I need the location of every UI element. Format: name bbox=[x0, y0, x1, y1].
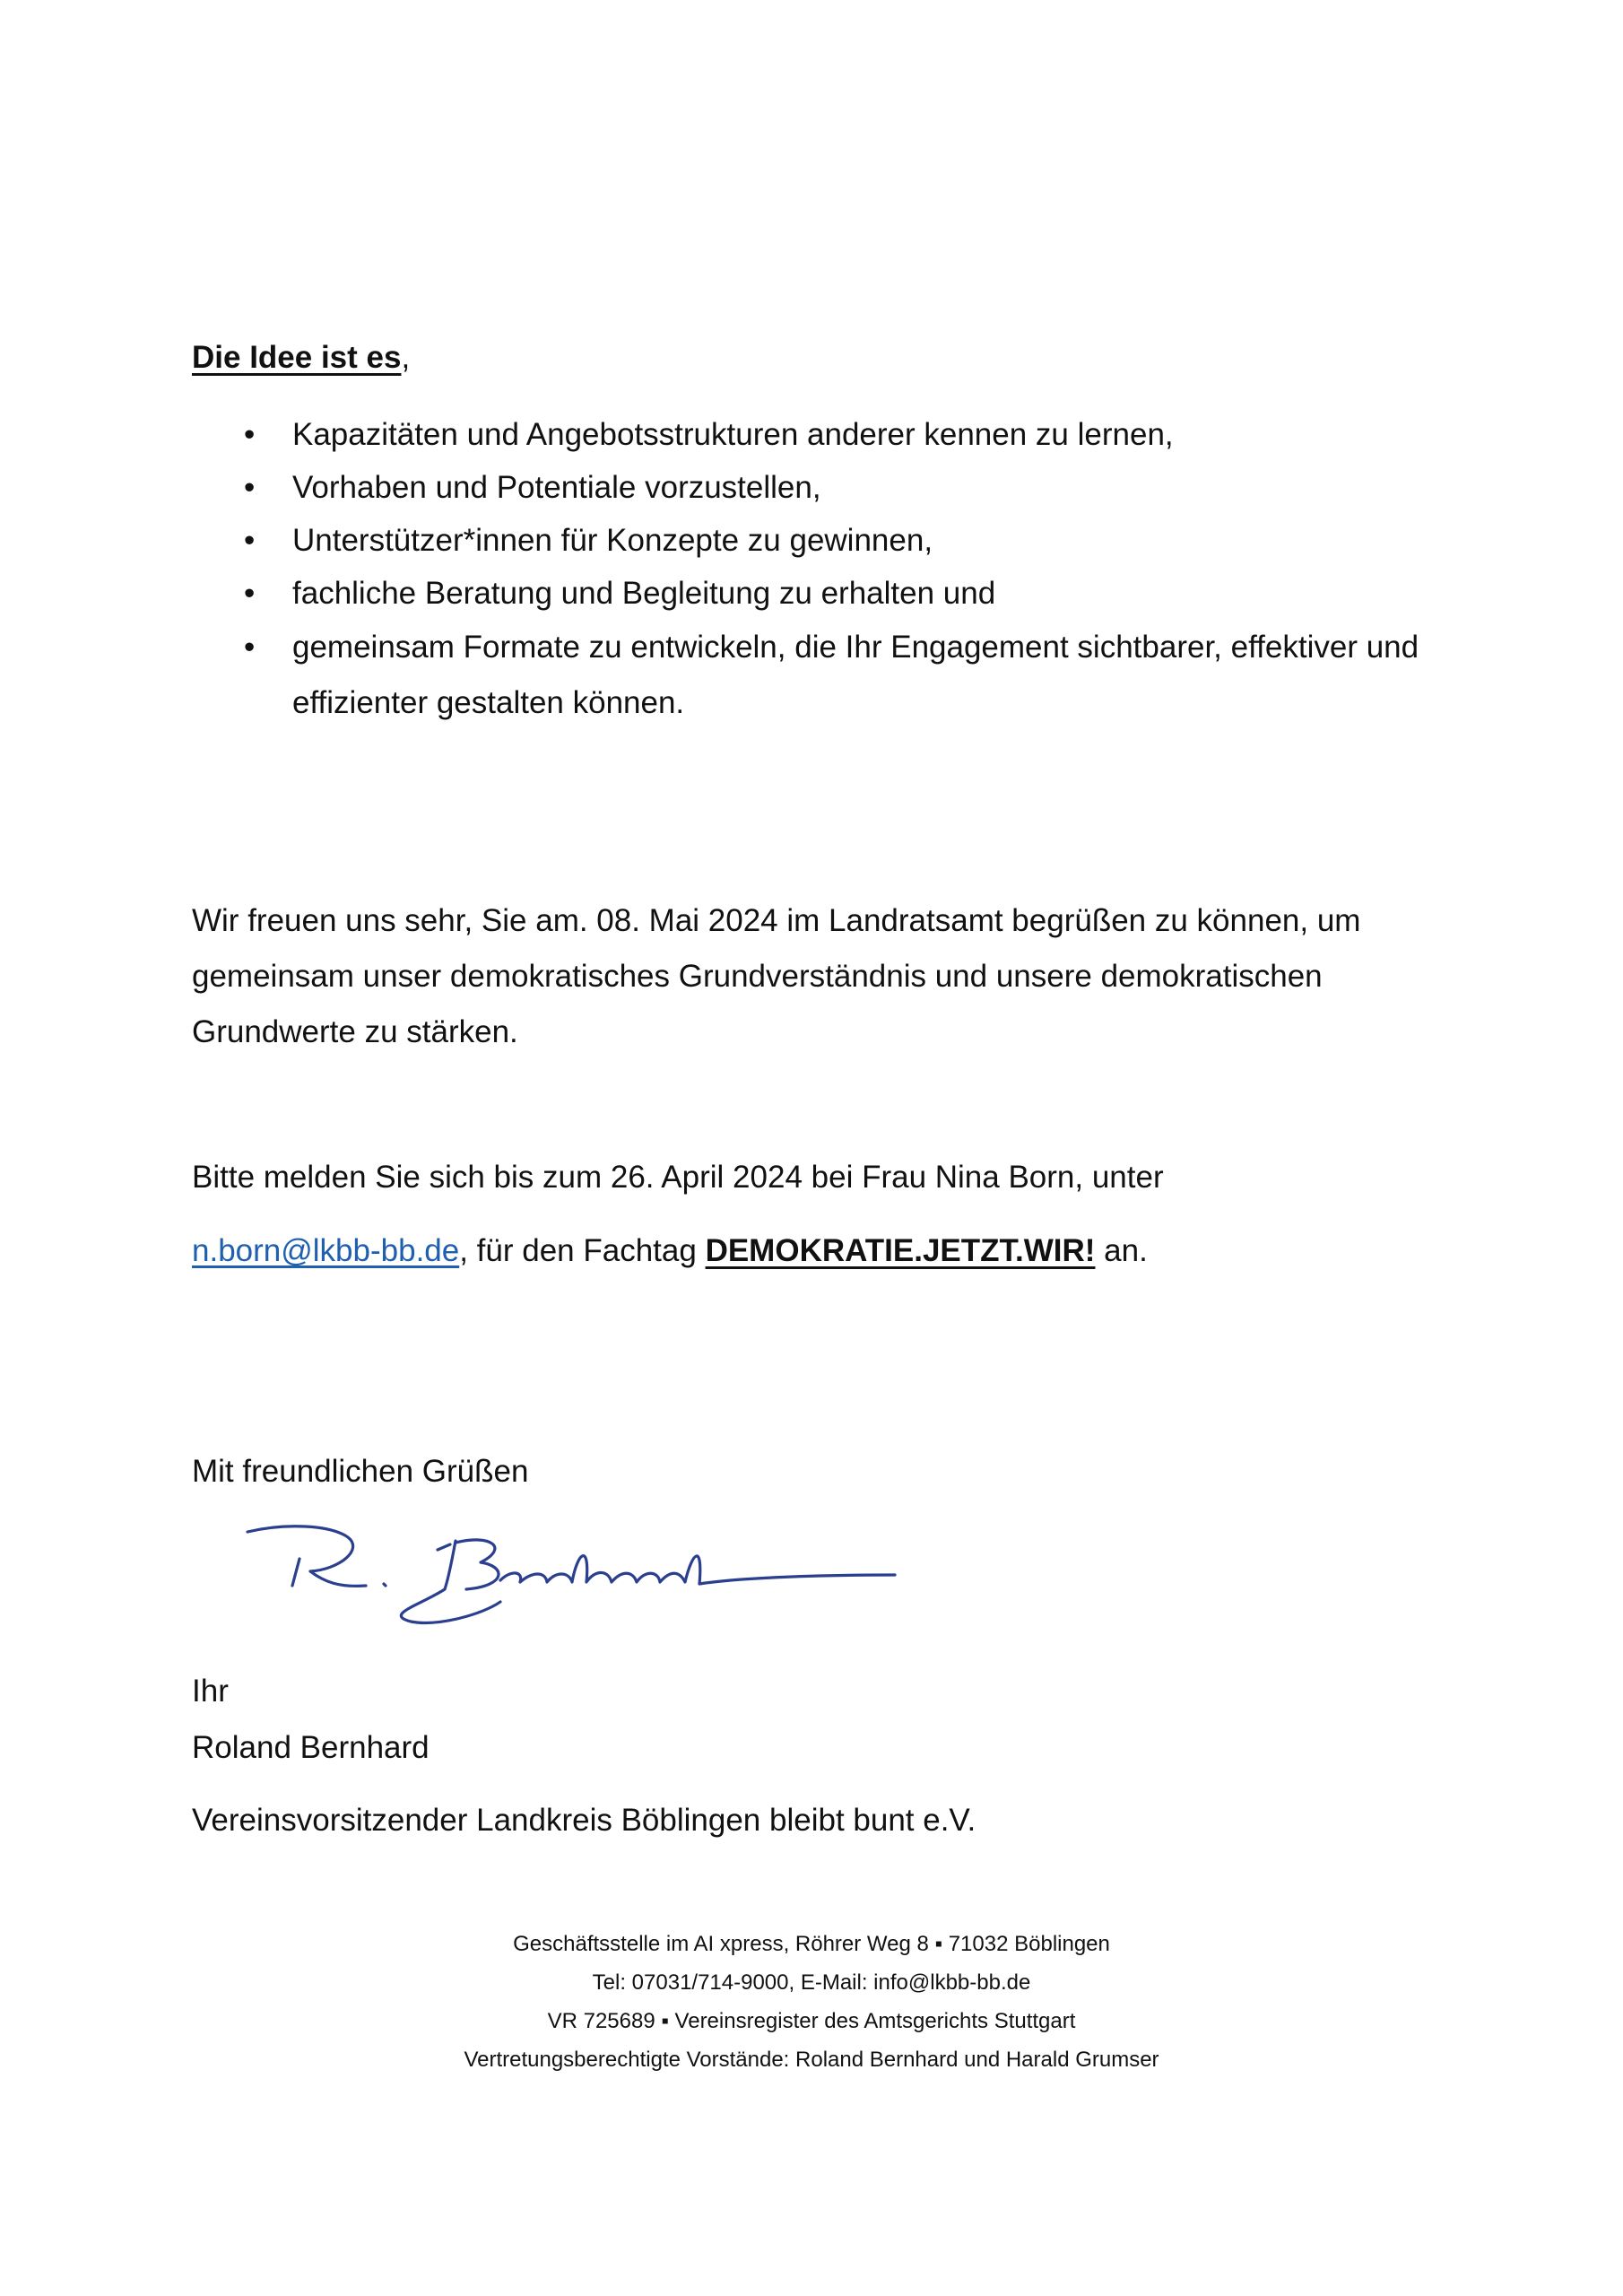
event-name: DEMOKRATIE.JETZT.WIR! bbox=[705, 1233, 1096, 1268]
list-item: • fachliche Beratung und Begleitung zu erhalten und bbox=[192, 567, 1465, 620]
sender-role: Vereinsvorsitzender Landkreis Böblingen bleibt bunt e.V. bbox=[192, 1803, 976, 1838]
list-item: • Unterstützer*innen für Konzepte zu gewinnen, bbox=[192, 514, 1465, 567]
bullet-marker: • bbox=[244, 630, 256, 665]
registration-paragraph: Bitte melden Sie sich bis zum 26. April 2024 bei Frau Nina Born, unter n.born@lkbb-bb.de, für den Fachtag DEMOKRATIE.JETZT.WIR! an. bbox=[192, 1160, 1164, 1268]
list-item: • Vorhaben und Potentiale vorzustellen, bbox=[192, 461, 1465, 514]
bullet-marker: • bbox=[244, 417, 256, 452]
intro-heading bbox=[192, 330, 410, 386]
footer-register: VR 725689 ▪ Vereinsregister des Amtsgerichts Stuttgart bbox=[547, 2009, 1076, 2033]
closing-salutation: Mit freundlichen Grüßen bbox=[192, 1454, 529, 1489]
bullet-marker: • bbox=[244, 576, 256, 611]
email-link[interactable]: n.born@lkbb-bb.de bbox=[192, 1233, 460, 1268]
bullet-marker: • bbox=[244, 470, 256, 505]
registration-line: Bitte melden Sie sich bis zum 26. April 2024 bei Frau Nina Born, unter bbox=[192, 1160, 1164, 1195]
sender-name: Roland Bernhard bbox=[192, 1730, 430, 1765]
closing-ihr: Ihr bbox=[192, 1674, 229, 1709]
signature-image bbox=[231, 1516, 913, 1659]
intro-heading-underlined: Die Idee ist es bbox=[192, 340, 402, 375]
footer-contact: Tel: 07031/714-9000, E-Mail: info@lkbb-bb.de bbox=[592, 1970, 1031, 1995]
footer-address: Geschäftsstelle im AI xpress, Röhrer Weg 8 ▪ 71032 Böblingen bbox=[513, 1932, 1110, 1956]
list-item: • Kapazitäten und Angebotsstrukturen anderer kennen zu lernen, bbox=[192, 408, 1465, 461]
letter-footer bbox=[0, 1925, 1623, 2079]
goals-list bbox=[192, 408, 1465, 731]
invitation-paragraph: Wir freuen uns sehr, Sie am. 08. Mai 2024 im Landratsamt begrüßen zu können, um gemeinsam unser demokratisches Grundverständnis und unsere demokratischen Grundwerte zu stärken. bbox=[192, 903, 1361, 1049]
list-item: • gemeinsam Formate zu entwickeln, die Ihr Engagement sichtbarer, effektiver und effizienter gestalten können. bbox=[192, 620, 1465, 731]
footer-board: Vertretungsberechtigte Vorstände: Roland Bernhard und Harald Grumser bbox=[464, 2048, 1159, 2072]
bullet-marker: • bbox=[244, 523, 256, 558]
intro-heading-suffix: , bbox=[401, 340, 411, 375]
